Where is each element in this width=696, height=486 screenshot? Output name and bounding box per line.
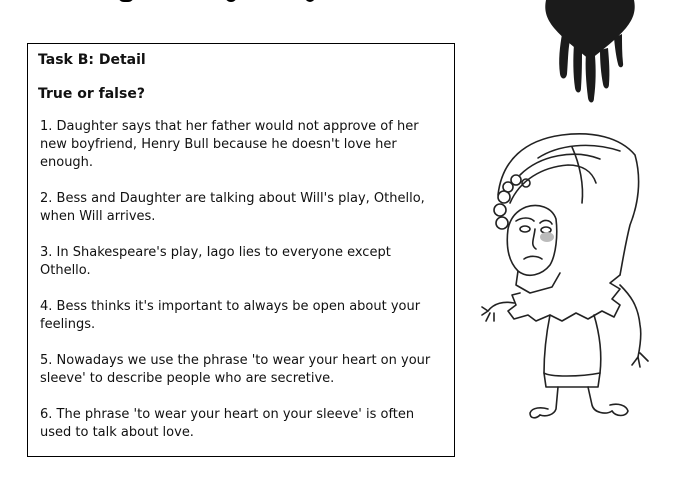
- task-subtitle: True or false?: [38, 86, 145, 102]
- statement-4: 4. Bess thinks it's important to always be open about your feelings.: [40, 299, 421, 332]
- task-box: [27, 43, 455, 457]
- statement-6: 6. The phrase 'to wear your heart on your sleeve' is often used to talk about love.: [40, 407, 415, 440]
- statement-5: 5. Nowadays we use the phrase 'to wear your heart on your sleeve' to describe people who are secretive.: [40, 353, 431, 386]
- statement-3: 3. In Shakespeare's play, Iago lies to everyone except Othello.: [40, 245, 391, 278]
- task-title: Task B: Detail: [38, 52, 146, 68]
- hooded-character-illustration: [480, 125, 670, 425]
- cropped-heading-fragment: [60, 0, 340, 4]
- dripping-heart-icon: [540, 0, 640, 110]
- statement-1: 1. Daughter says that her father would not approve of her new boyfriend, Henry Bull because he doesn't love her enough.: [40, 119, 419, 170]
- statement-2: 2. Bess and Daughter are talking about Will's play, Othello, when Will arrives.: [40, 191, 425, 224]
